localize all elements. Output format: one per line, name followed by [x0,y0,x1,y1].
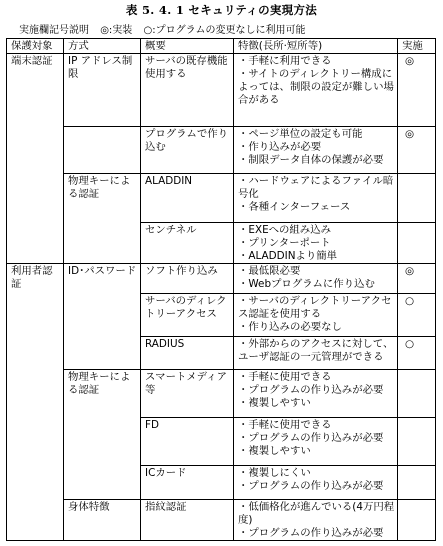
feature-item: ・Webプログラムに作り込む [238,278,375,290]
header-cell: 実施 [398,39,436,54]
legend-double-circle: ◎:実装 [100,25,133,36]
summary-cell: ソフト作り込み [141,264,234,294]
target-cell: 利用者認証 [7,264,64,541]
header-cell: 方式 [64,39,141,54]
method-cell: 身体特徴 [64,500,141,541]
feature-item: ・各種インターフェース [238,201,351,213]
mark-cell [398,500,436,541]
feature-item: ・低価格化が進んでいる(4万円程度) [238,501,395,526]
feature-item: ・プログラムの作り込みが必要 [238,432,384,444]
table-row [7,264,436,294]
feature-item: ・プログラムの作り込みが必要 [238,480,384,492]
summary-cell: プログラムで作り込む [141,127,234,174]
mark-cell [398,466,436,500]
table-row [7,174,436,223]
features-cell [234,370,398,418]
summary-cell: 指紋認証 [141,500,234,541]
feature-item: ・プリンターポート [238,237,331,249]
features-cell [234,294,398,337]
summary-cell: スマートメディア等 [141,370,234,418]
mark-cell [398,174,436,223]
feature-item: ・手軽に利用できる [238,55,332,67]
method-cell: ID･パスワード [64,264,141,370]
feature-item: ・EXEへの組み込み [238,224,331,236]
summary-cell: RADIUS [141,337,234,370]
mark-cell: ◎ [398,264,436,294]
features-cell [234,223,398,264]
table-title: 表 5. 4. 1 セキュリティの実現方法 [125,3,318,17]
feature-item: ・プログラムの作り込みが必要 [238,384,384,396]
mark-cell [398,370,436,418]
features-cell [234,466,398,500]
table-row [7,127,436,174]
feature-item: ・手軽に使用できる [238,419,332,431]
summary-cell: ALADDIN [141,174,234,223]
table-row [7,54,436,127]
feature-item: ・複製しやすい [238,445,311,457]
summary-cell: FD [141,418,234,466]
summary-cell: センチネル [141,223,234,264]
header-cell: 概要 [141,39,234,54]
feature-item: ・サイトのディレクトリー構成によっては、制限の設定が難しい場合がある [238,68,394,106]
features-cell [234,418,398,466]
feature-item: ・作り込みの必要なし [238,321,342,333]
mark-cell [398,418,436,466]
feature-item: ・ALADDINより簡単 [238,250,338,262]
summary-cell: ICカード [141,466,234,500]
method-cell [64,127,141,174]
feature-item: ・最低限必要 [238,265,301,277]
method-cell: 物理キーによる認証 [64,370,141,500]
table-row [7,500,436,541]
table-row [7,370,436,418]
feature-item: ・サーバのディレクトリーアクセス認証を使用する [238,295,392,320]
features-cell [234,54,398,127]
feature-item: ・複製しにくい [238,467,311,479]
feature-item: ・複製しやすい [238,397,311,409]
summary-cell: サーバの既存機能使用する [141,54,234,127]
feature-item: ・外部からのアクセスに対して、ユーザ認証の一元管理ができる [238,338,394,363]
method-cell: 物理キーによる認証 [64,174,141,264]
features-cell [234,127,398,174]
legend [19,24,313,37]
summary-cell: サーバのディレクトリーアクセス [141,294,234,337]
features-cell [234,500,398,541]
feature-item: ・ハードウェアによるファイル暗号化 [238,175,394,200]
mark-cell: ◎ [398,54,436,127]
feature-item: ・制限データ自体の保護が必要 [238,154,384,166]
legend-circle: ○:プログラムの変更なしに利用可能 [143,25,306,36]
header-row [7,39,436,54]
feature-item: ・プログラムの作り込みが必要 [238,527,384,539]
mark-cell: ○ [398,337,436,370]
security-table [6,38,436,541]
feature-item: ・ページ単位の設定も可能 [238,128,363,140]
mark-cell: ◎ [398,127,436,174]
features-cell [234,264,398,294]
mark-cell [398,223,436,264]
feature-item: ・作り込みが必要 [238,141,322,153]
feature-item: ・手軽に使用できる [238,371,332,383]
method-cell: IP アドレス制限 [64,54,141,127]
header-cell: 保護対象 [7,39,64,54]
mark-cell: ○ [398,294,436,337]
header-cell: 特徴(長所·短所等) [234,39,398,54]
features-cell [234,174,398,223]
target-cell: 端末認証 [7,54,64,264]
legend-label: 実施欄記号説明 [19,25,89,36]
features-cell [234,337,398,370]
